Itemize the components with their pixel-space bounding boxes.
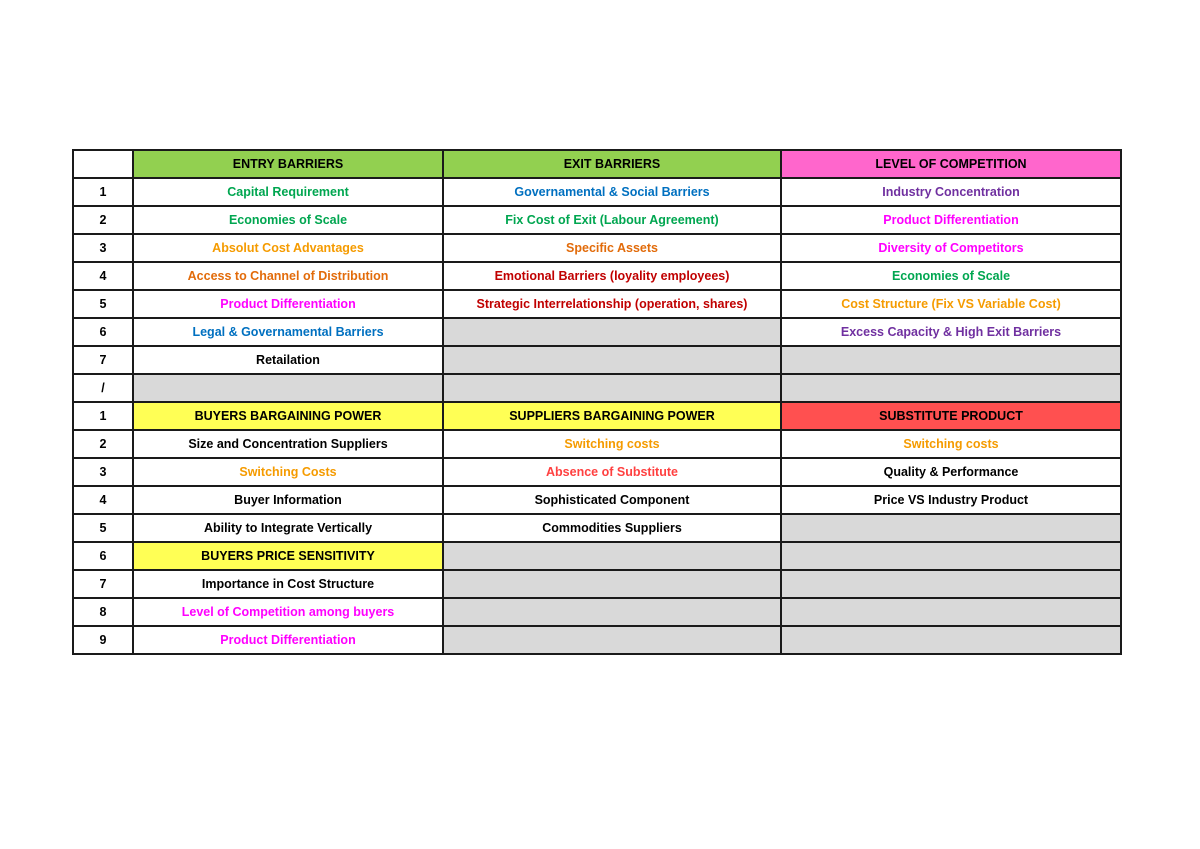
factor-cell: Quality & Performance <box>781 458 1121 486</box>
table-row <box>73 262 1121 290</box>
table-row <box>73 626 1121 654</box>
factor-cell: Sophisticated Component <box>443 486 781 514</box>
empty-cell <box>133 374 443 402</box>
table-row <box>73 318 1121 346</box>
forces-table-body <box>73 150 1121 654</box>
table-row <box>73 514 1121 542</box>
empty-cell <box>781 570 1121 598</box>
forces-table <box>72 149 1122 655</box>
section-header-cell: BUYERS BARGAINING POWER <box>133 402 443 430</box>
row-number-cell: 5 <box>73 514 133 542</box>
empty-cell <box>781 598 1121 626</box>
factor-cell: Switching costs <box>781 430 1121 458</box>
empty-cell <box>781 346 1121 374</box>
factor-cell: Capital Requirement <box>133 178 443 206</box>
table-row <box>73 458 1121 486</box>
section-header-cell: EXIT BARRIERS <box>443 150 781 178</box>
table-row <box>73 234 1121 262</box>
factor-cell: Cost Structure (Fix VS Variable Cost) <box>781 290 1121 318</box>
empty-cell <box>443 598 781 626</box>
table-row <box>73 178 1121 206</box>
factor-cell: Level of Competition among buyers <box>133 598 443 626</box>
row-number-cell: 7 <box>73 346 133 374</box>
empty-cell <box>443 374 781 402</box>
table-row <box>73 402 1121 430</box>
factor-cell: Diversity of Competitors <box>781 234 1121 262</box>
empty-cell <box>781 542 1121 570</box>
row-number-cell: 5 <box>73 290 133 318</box>
factor-cell: Fix Cost of Exit (Labour Agreement) <box>443 206 781 234</box>
empty-cell <box>443 318 781 346</box>
row-number-cell <box>73 150 133 178</box>
factor-cell: Retailation <box>133 346 443 374</box>
empty-cell <box>781 626 1121 654</box>
empty-cell <box>781 514 1121 542</box>
factor-cell: Governamental & Social Barriers <box>443 178 781 206</box>
section-header-cell: LEVEL OF COMPETITION <box>781 150 1121 178</box>
factor-cell: Access to Channel of Distribution <box>133 262 443 290</box>
factor-cell: Product Differentiation <box>133 290 443 318</box>
factor-cell: Specific Assets <box>443 234 781 262</box>
row-number-cell: 2 <box>73 430 133 458</box>
row-number-cell: 3 <box>73 458 133 486</box>
factor-cell: Legal & Governamental Barriers <box>133 318 443 346</box>
row-number-cell: 4 <box>73 486 133 514</box>
factor-cell: Price VS Industry Product <box>781 486 1121 514</box>
factor-cell: Economies of Scale <box>781 262 1121 290</box>
row-number-cell: 1 <box>73 178 133 206</box>
table-row <box>73 486 1121 514</box>
factor-cell: Absence of Substitute <box>443 458 781 486</box>
row-number-cell: 6 <box>73 318 133 346</box>
row-number-cell: 1 <box>73 402 133 430</box>
table-row <box>73 346 1121 374</box>
table-row <box>73 290 1121 318</box>
table-row <box>73 374 1121 402</box>
row-number-cell: 9 <box>73 626 133 654</box>
empty-cell <box>443 542 781 570</box>
factor-cell: Product Differentiation <box>133 626 443 654</box>
factor-cell: Switching Costs <box>133 458 443 486</box>
empty-cell <box>443 626 781 654</box>
factor-cell: Buyer Information <box>133 486 443 514</box>
row-number-cell: 8 <box>73 598 133 626</box>
section-header-cell: SUPPLIERS BARGAINING POWER <box>443 402 781 430</box>
row-number-cell: 7 <box>73 570 133 598</box>
factor-cell: Commodities Suppliers <box>443 514 781 542</box>
row-number-cell: 6 <box>73 542 133 570</box>
section-header-cell: ENTRY BARRIERS <box>133 150 443 178</box>
table-row <box>73 570 1121 598</box>
table-row <box>73 150 1121 178</box>
factor-cell: Size and Concentration Suppliers <box>133 430 443 458</box>
factor-cell: Ability to Integrate Vertically <box>133 514 443 542</box>
row-number-cell: / <box>73 374 133 402</box>
factor-cell: Industry Concentration <box>781 178 1121 206</box>
table-row <box>73 542 1121 570</box>
section-header-cell: BUYERS PRICE SENSITIVITY <box>133 542 443 570</box>
factor-cell: Absolut Cost Advantages <box>133 234 443 262</box>
empty-cell <box>781 374 1121 402</box>
section-header-cell: SUBSTITUTE PRODUCT <box>781 402 1121 430</box>
table-row <box>73 206 1121 234</box>
table-row <box>73 430 1121 458</box>
empty-cell <box>443 570 781 598</box>
factor-cell: Strategic Interrelationship (operation, shares) <box>443 290 781 318</box>
factor-cell: Product Differentiation <box>781 206 1121 234</box>
empty-cell <box>443 346 781 374</box>
factor-cell: Excess Capacity & High Exit Barriers <box>781 318 1121 346</box>
factor-cell: Switching costs <box>443 430 781 458</box>
row-number-cell: 3 <box>73 234 133 262</box>
factor-cell: Importance in Cost Structure <box>133 570 443 598</box>
factor-cell: Emotional Barriers (loyality employees) <box>443 262 781 290</box>
row-number-cell: 2 <box>73 206 133 234</box>
row-number-cell: 4 <box>73 262 133 290</box>
table-row <box>73 598 1121 626</box>
factor-cell: Economies of Scale <box>133 206 443 234</box>
